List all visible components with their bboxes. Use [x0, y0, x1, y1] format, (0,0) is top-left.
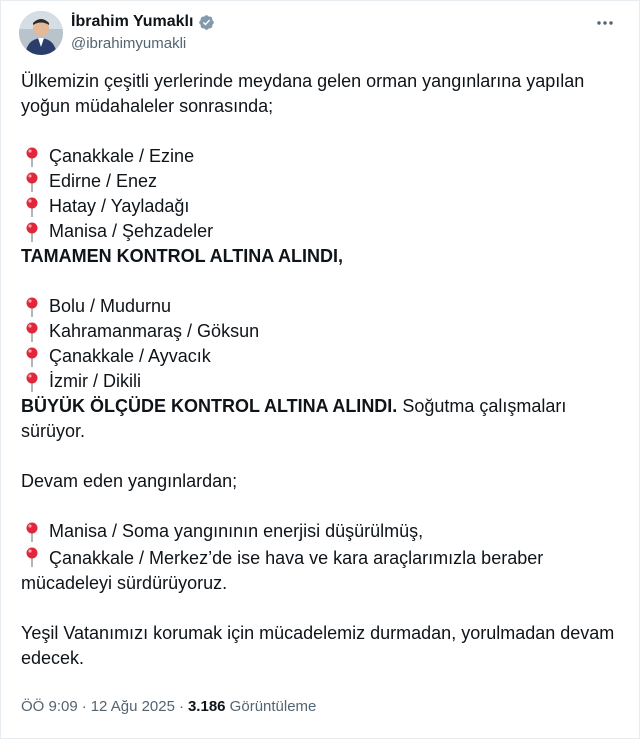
tweet-meta — [21, 698, 316, 715]
location-text: Hatay / Yayladağı — [49, 196, 190, 216]
location-text: Edirne / Enez — [49, 171, 158, 191]
tweet-header — [19, 11, 623, 59]
ongoing-heading: Devam eden yangınlardan; — [21, 471, 238, 491]
status-bold: TAMAMEN KONTROL ALTINA ALINDI, — [21, 246, 343, 266]
author-name-row — [71, 13, 215, 31]
closing-text: Yeşil Vatanımızı korumak için mücadelemiz durmadan, yorulmadan devam edecek. — [21, 623, 615, 668]
author-name[interactable]: İbrahim Yumaklı — [71, 13, 194, 30]
avatar[interactable] — [19, 11, 63, 55]
author-handle[interactable]: @ibrahimyumakli — [71, 35, 187, 52]
round-pushpin-icon — [21, 196, 43, 218]
location-text: Çanakkale / Ayvacık — [49, 346, 211, 366]
verified-badge-icon — [198, 14, 215, 31]
tweet-text — [21, 69, 617, 671]
more-icon[interactable] — [593, 11, 617, 35]
status-text — [21, 394, 617, 444]
ongoing-text-wrapped — [21, 544, 617, 596]
location-text: Kahramanmaraş / Göksun — [49, 321, 260, 341]
status-rest: Soğutma çalışmaları sürüyor. — [21, 396, 567, 441]
round-pushpin-icon — [21, 221, 43, 243]
tweet-date[interactable]: 12 Ağu 2025 — [90, 698, 175, 715]
ongoing-text: Manisa / Soma yangınının enerjisi düşürülmüş, — [49, 521, 424, 541]
round-pushpin-icon — [21, 146, 43, 168]
list-item — [21, 144, 617, 169]
status-text — [21, 244, 617, 269]
intro-text: Ülkemizin çeşitli yerlerinde meydana gelen orman yangınlarına yapılan yoğun müdahaleler sonrasında; — [21, 71, 585, 116]
list-item — [21, 369, 617, 394]
status-bold: BÜYÜK ÖLÇÜDE KONTROL ALTINA ALINDI. — [21, 396, 398, 416]
list-item — [21, 194, 617, 219]
list-item — [21, 294, 617, 319]
ongoing-text: Çanakkale / Merkez’de ise hava ve kara araçlarımızla beraber mücadeleyi sürdürüyoruz. — [21, 548, 544, 593]
list-item — [21, 169, 617, 194]
location-text: Çanakkale / Ezine — [49, 146, 195, 166]
round-pushpin-icon — [21, 171, 43, 193]
location-text: İzmir / Dikili — [49, 371, 141, 391]
list-item — [21, 519, 617, 544]
list-item — [21, 219, 617, 244]
location-text: Bolu / Mudurnu — [49, 296, 172, 316]
meta-separator: · — [81, 698, 87, 715]
round-pushpin-icon — [21, 521, 43, 543]
round-pushpin-icon — [21, 546, 43, 568]
view-count: 3.186 — [187, 698, 226, 715]
round-pushpin-icon — [21, 321, 43, 343]
location-text: Manisa / Şehzadeler — [49, 221, 214, 241]
list-item — [21, 344, 617, 369]
list-item — [21, 319, 617, 344]
tweet-time[interactable]: ÖÖ 9:09 — [21, 698, 78, 715]
round-pushpin-icon — [21, 346, 43, 368]
round-pushpin-icon — [21, 371, 43, 393]
meta-separator: · — [178, 698, 184, 715]
round-pushpin-icon — [21, 296, 43, 318]
view-label: Görüntüleme — [225, 698, 317, 715]
list-item — [21, 544, 617, 596]
